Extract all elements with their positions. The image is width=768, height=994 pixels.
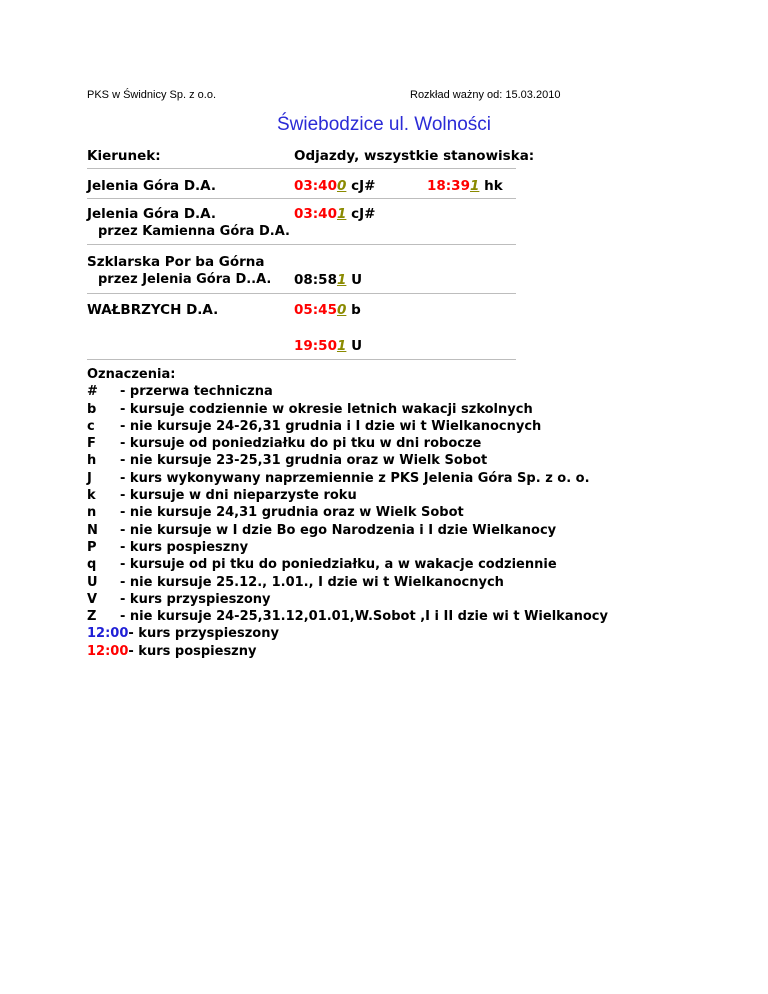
departure-time: 03:40 [294, 206, 337, 222]
departure-time: 19:50 [294, 338, 337, 354]
departure-time: 08:58 [294, 272, 337, 288]
legend-title: Oznaczenia: [87, 367, 176, 382]
legend-desc: - kurs przyspieszony [120, 591, 271, 607]
company-name: PKS w Świdnicy Sp. z o.o. [87, 89, 216, 101]
direction-header: Kierunek: [87, 148, 161, 164]
departure-mark: 1 [469, 178, 480, 194]
legend-code: n [87, 505, 97, 521]
departure-flags: U [351, 338, 363, 354]
departure-flags: cJ# [351, 178, 376, 194]
legend-desc: - przerwa techniczna [120, 384, 273, 400]
departure-time-entry [294, 206, 375, 222]
legend-desc: - nie kursuje 24,31 grudnia oraz w Wielk Sobot [120, 505, 464, 521]
legend-item [87, 574, 504, 591]
time-legend-desc: - kurs przyspieszony [128, 626, 279, 642]
departure-time: 18:39 [427, 178, 470, 194]
legend-item [87, 470, 590, 487]
legend-desc: - nie kursuje 24-26,31 grudnia i I dzie wi t Wielkanocnych [120, 418, 542, 434]
legend [87, 366, 608, 660]
legend-code: k [87, 488, 96, 504]
legend-item [87, 452, 488, 469]
legend-desc: - kursuje od pi tku do poniedziałku, a w wakacje codziennie [120, 557, 557, 573]
departure-mark: 0 [336, 178, 347, 194]
departure-time: 05:45 [294, 302, 337, 318]
legend-code: b [87, 401, 97, 417]
legend-item [87, 608, 608, 625]
departure-time-entry [294, 338, 362, 354]
departure-flags: b [351, 302, 361, 318]
departure-flags: U [351, 272, 363, 288]
departure-time-entry [294, 272, 362, 288]
route-destination: WAŁBRZYCH D.A. [87, 302, 219, 318]
legend-desc: - nie kursuje 25.12., 1.01., I dzie wi t Wielkanocnych [120, 574, 504, 590]
departure-mark: 1 [336, 206, 347, 222]
legend-code: V [87, 591, 98, 607]
legend-item [87, 401, 533, 418]
divider [87, 359, 516, 360]
legend-code: J [87, 470, 92, 486]
legend-item [87, 591, 279, 608]
legend-desc: - kursuje od poniedziałku do pi tku w dni robocze [120, 436, 482, 452]
legend-code: Z [87, 609, 97, 625]
legend-desc: - kurs wykonywany naprzemiennie z PKS Jelenia Góra Sp. z o. o. [120, 470, 590, 486]
legend-code: q [87, 557, 97, 573]
legend-code: F [87, 436, 96, 452]
departure-flags: hk [484, 178, 503, 194]
legend-code: # [87, 384, 98, 400]
legend-code: P [87, 539, 97, 555]
departure-mark: 0 [336, 302, 347, 318]
departure-time-entry [427, 178, 503, 194]
legend-desc: - nie kursuje 23-25,31 grudnia oraz w Wielk Sobot [120, 453, 488, 469]
legend-item [87, 383, 279, 400]
divider [87, 244, 516, 245]
legend-item [87, 539, 279, 556]
validity-date: Rozkład ważny od: 15.03.2010 [410, 89, 561, 101]
legend-desc: - nie kursuje 24-25,31.12,01.01,W.Sobot ,I i II dzie wi t Wielkanocy [120, 609, 608, 625]
departure-time-entry [294, 302, 361, 318]
time-legend-desc: - kurs pospieszny [128, 643, 257, 659]
legend-desc: - nie kursuje w I dzie Bo ego Narodzenia i I dzie Wielkanocy [120, 522, 557, 538]
departure-time-entry [294, 178, 375, 194]
route-destination: Jelenia Góra D.A. [87, 178, 216, 194]
legend-item [87, 435, 482, 452]
time-legend-item [87, 625, 279, 642]
legend-desc: - kursuje codziennie w okresie letnich wakacji szkolnych [120, 401, 533, 417]
legend-code: N [87, 522, 98, 538]
departure-flags: cJ# [351, 206, 376, 222]
route-via: przez Jelenia Góra D..A. [98, 272, 272, 287]
divider [87, 198, 516, 199]
divider [87, 168, 516, 169]
stop-title: Świebodzice ul. Wolności [276, 114, 492, 135]
legend-item [87, 522, 557, 539]
departure-mark: 1 [336, 338, 347, 354]
legend-item [87, 487, 357, 504]
time-legend-sample: 12:00 [87, 626, 129, 642]
divider [87, 293, 516, 294]
legend-code: h [87, 453, 97, 469]
departure-time: 03:40 [294, 178, 337, 194]
time-legend-item [87, 643, 279, 660]
time-legend-sample: 12:00 [87, 643, 129, 659]
departures-header: Odjazdy, wszystkie stanowiska: [294, 148, 535, 164]
legend-desc: - kursuje w dni nieparzyste roku [120, 488, 357, 504]
departure-mark: 1 [336, 272, 347, 288]
legend-item [87, 418, 542, 435]
legend-code: U [87, 574, 98, 590]
legend-item [87, 556, 557, 573]
legend-code: c [87, 418, 95, 434]
route-destination: Jelenia Góra D.A. [87, 206, 216, 222]
route-via: przez Kamienna Góra D.A. [98, 224, 290, 239]
legend-desc: - kurs pospieszny [120, 539, 249, 555]
legend-item [87, 504, 464, 521]
route-destination: Szklarska Por ba Górna [87, 254, 265, 270]
